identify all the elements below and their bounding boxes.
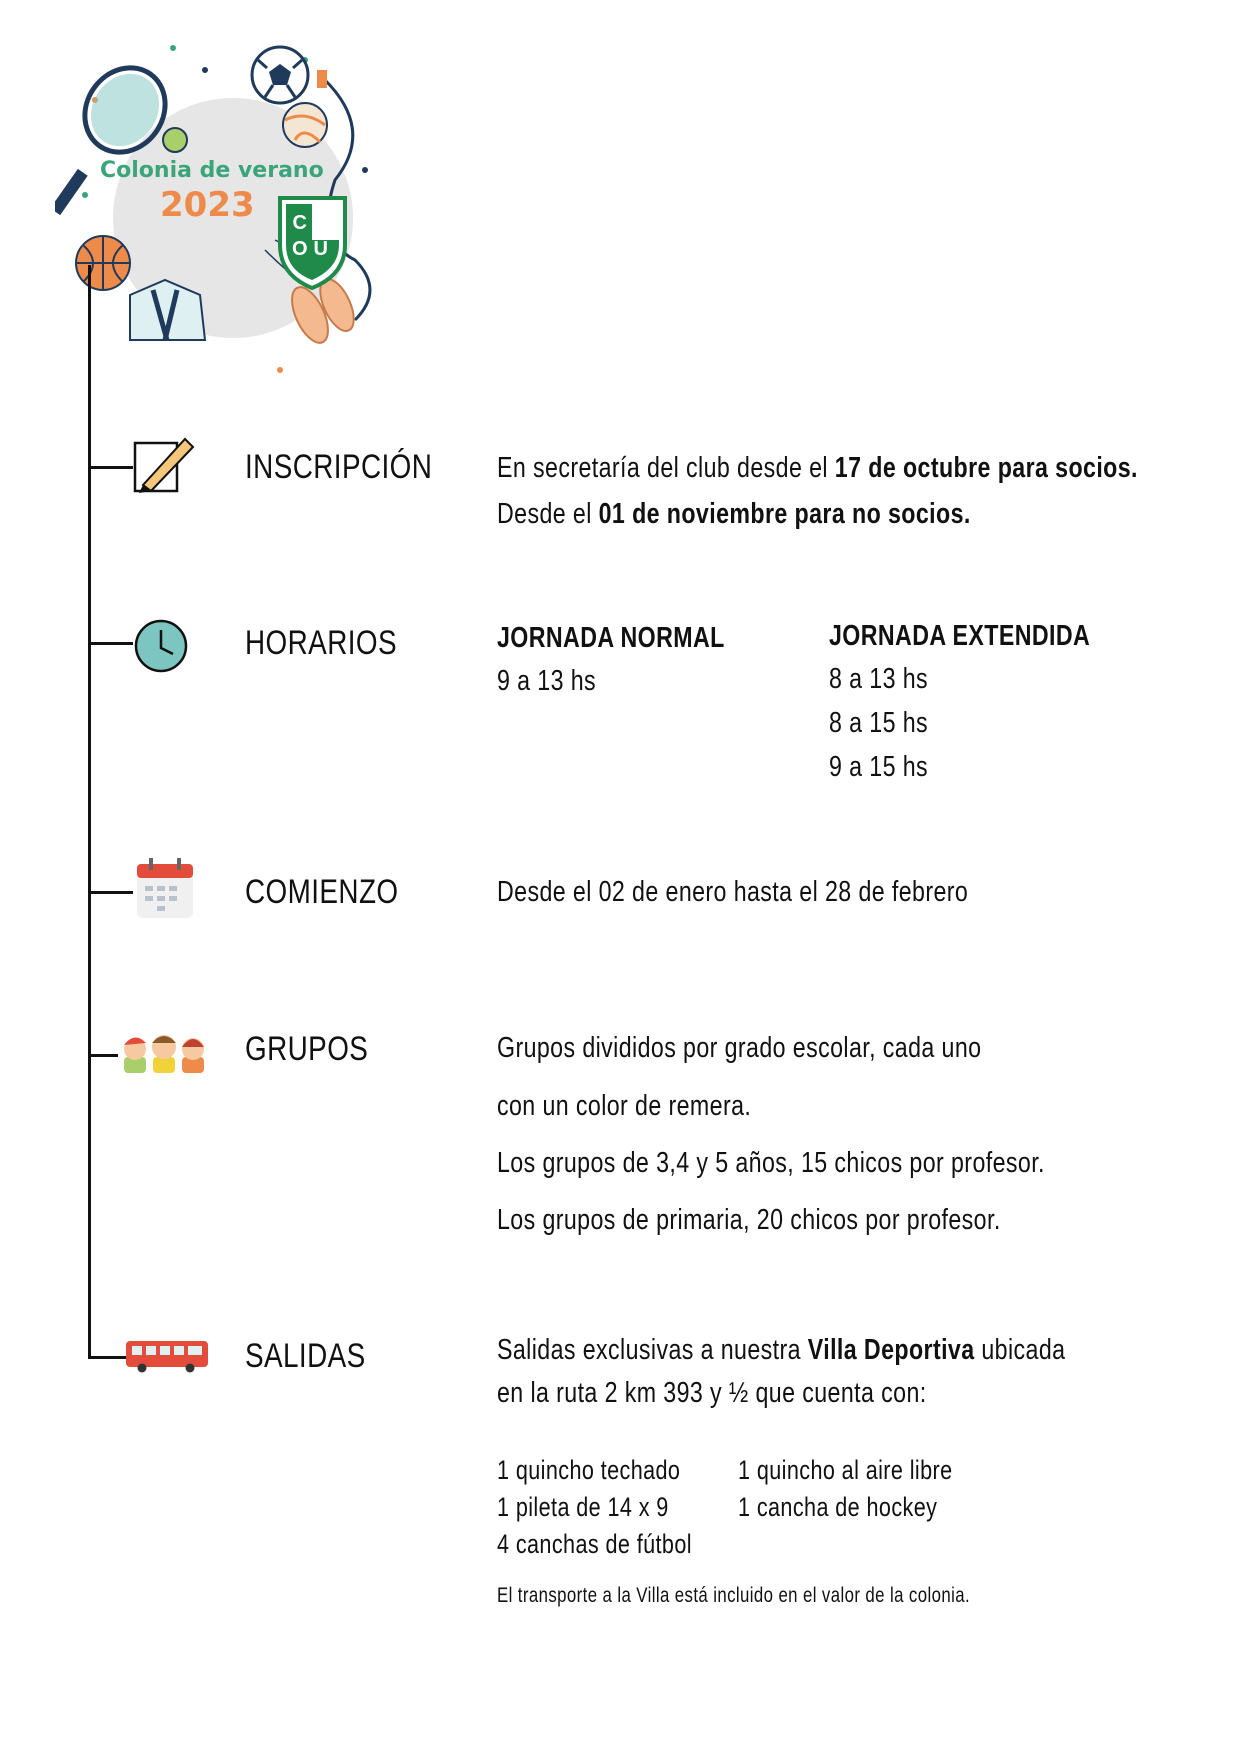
salidas-line-1-end: ubicada [974,1334,1066,1366]
heading-inscripcion: INSCRIPCIÓN [245,448,433,486]
heading-grupos: GRUPOS [245,1030,369,1068]
inscripcion-no-socios-date: 01 de noviembre para no socios. [598,498,971,530]
salidas-line-1-text: Salidas exclusivas a nuestra [497,1334,808,1366]
grupos-line: Los grupos de primaria, 20 chicos por profesor. [497,1204,1001,1236]
amenity-item: 1 quincho al aire libre [738,1455,953,1485]
logo-badge-letters: CAOU [292,212,334,260]
timeline-line [88,265,91,1358]
jornada-normal-title: JORNADA NORMAL [497,622,725,654]
timeline-tick-inscripcion [88,466,133,469]
calendar-icon [135,858,195,925]
grupos-line: con un color de remera. [497,1090,752,1122]
timeline-tick-horarios [88,642,133,645]
grupos-line: Los grupos de 3,4 y 5 años, 15 chicos por profesor. [497,1147,1045,1179]
inscripcion-socios-date: 17 de octubre para socios. [834,452,1138,484]
amenity-item: 1 pileta de 14 x 9 [497,1492,669,1522]
heading-horarios: HORARIOS [245,624,397,662]
amenity-item: 1 cancha de hockey [738,1492,938,1522]
timeline-tick-comienzo [88,891,133,894]
logo [55,40,400,385]
volleyball-icon [283,103,327,147]
amenity-item: 4 canchas de fútbol [497,1529,692,1559]
timeline-tick-grupos [88,1054,118,1057]
jornada-extendida-title: JORNADA EXTENDIDA [829,620,1091,652]
inscripcion-line-1-text: En secretaría del club desde el [497,452,835,484]
salidas-line-1 [497,1334,1065,1367]
logo-year: 2023 [160,185,255,225]
bus-icon [124,1339,210,1378]
inscripcion-line-1 [497,452,1138,485]
villa-deportiva-label: Villa Deportiva [807,1334,975,1366]
grupos-line: Grupos divididos por grado escolar, cada uno [497,1032,982,1064]
salidas-line-2: en la ruta 2 km 393 y ½ que cuenta con: [497,1377,927,1409]
jornada-extendida-time: 8 a 15 hs [829,707,929,739]
timeline-tick-salidas [88,1356,126,1359]
amenity-item: 1 quincho techado [497,1455,681,1485]
transport-note: El transporte a la Villa está incluido en el valor de la colonia. [497,1584,971,1607]
inscripcion-line-2-text: Desde el [497,498,599,530]
inscripcion-line-2 [497,498,971,531]
basketball-icon [76,236,130,290]
jornada-normal-time: 9 a 13 hs [497,665,597,697]
kids-icon [118,1027,210,1080]
jornada-extendida-time: 8 a 13 hs [829,663,929,695]
comienzo-text: Desde el 02 de enero hasta el 28 de febrero [497,876,969,908]
clock-icon [133,618,189,679]
jornada-extendida-time: 9 a 15 hs [829,751,929,783]
logo-title: Colonia de verano [100,158,324,183]
soccer-ball-icon [252,47,308,103]
pencil-note-icon [133,433,199,500]
heading-comienzo: COMIENZO [245,873,399,911]
heading-salidas: SALIDAS [245,1337,366,1375]
